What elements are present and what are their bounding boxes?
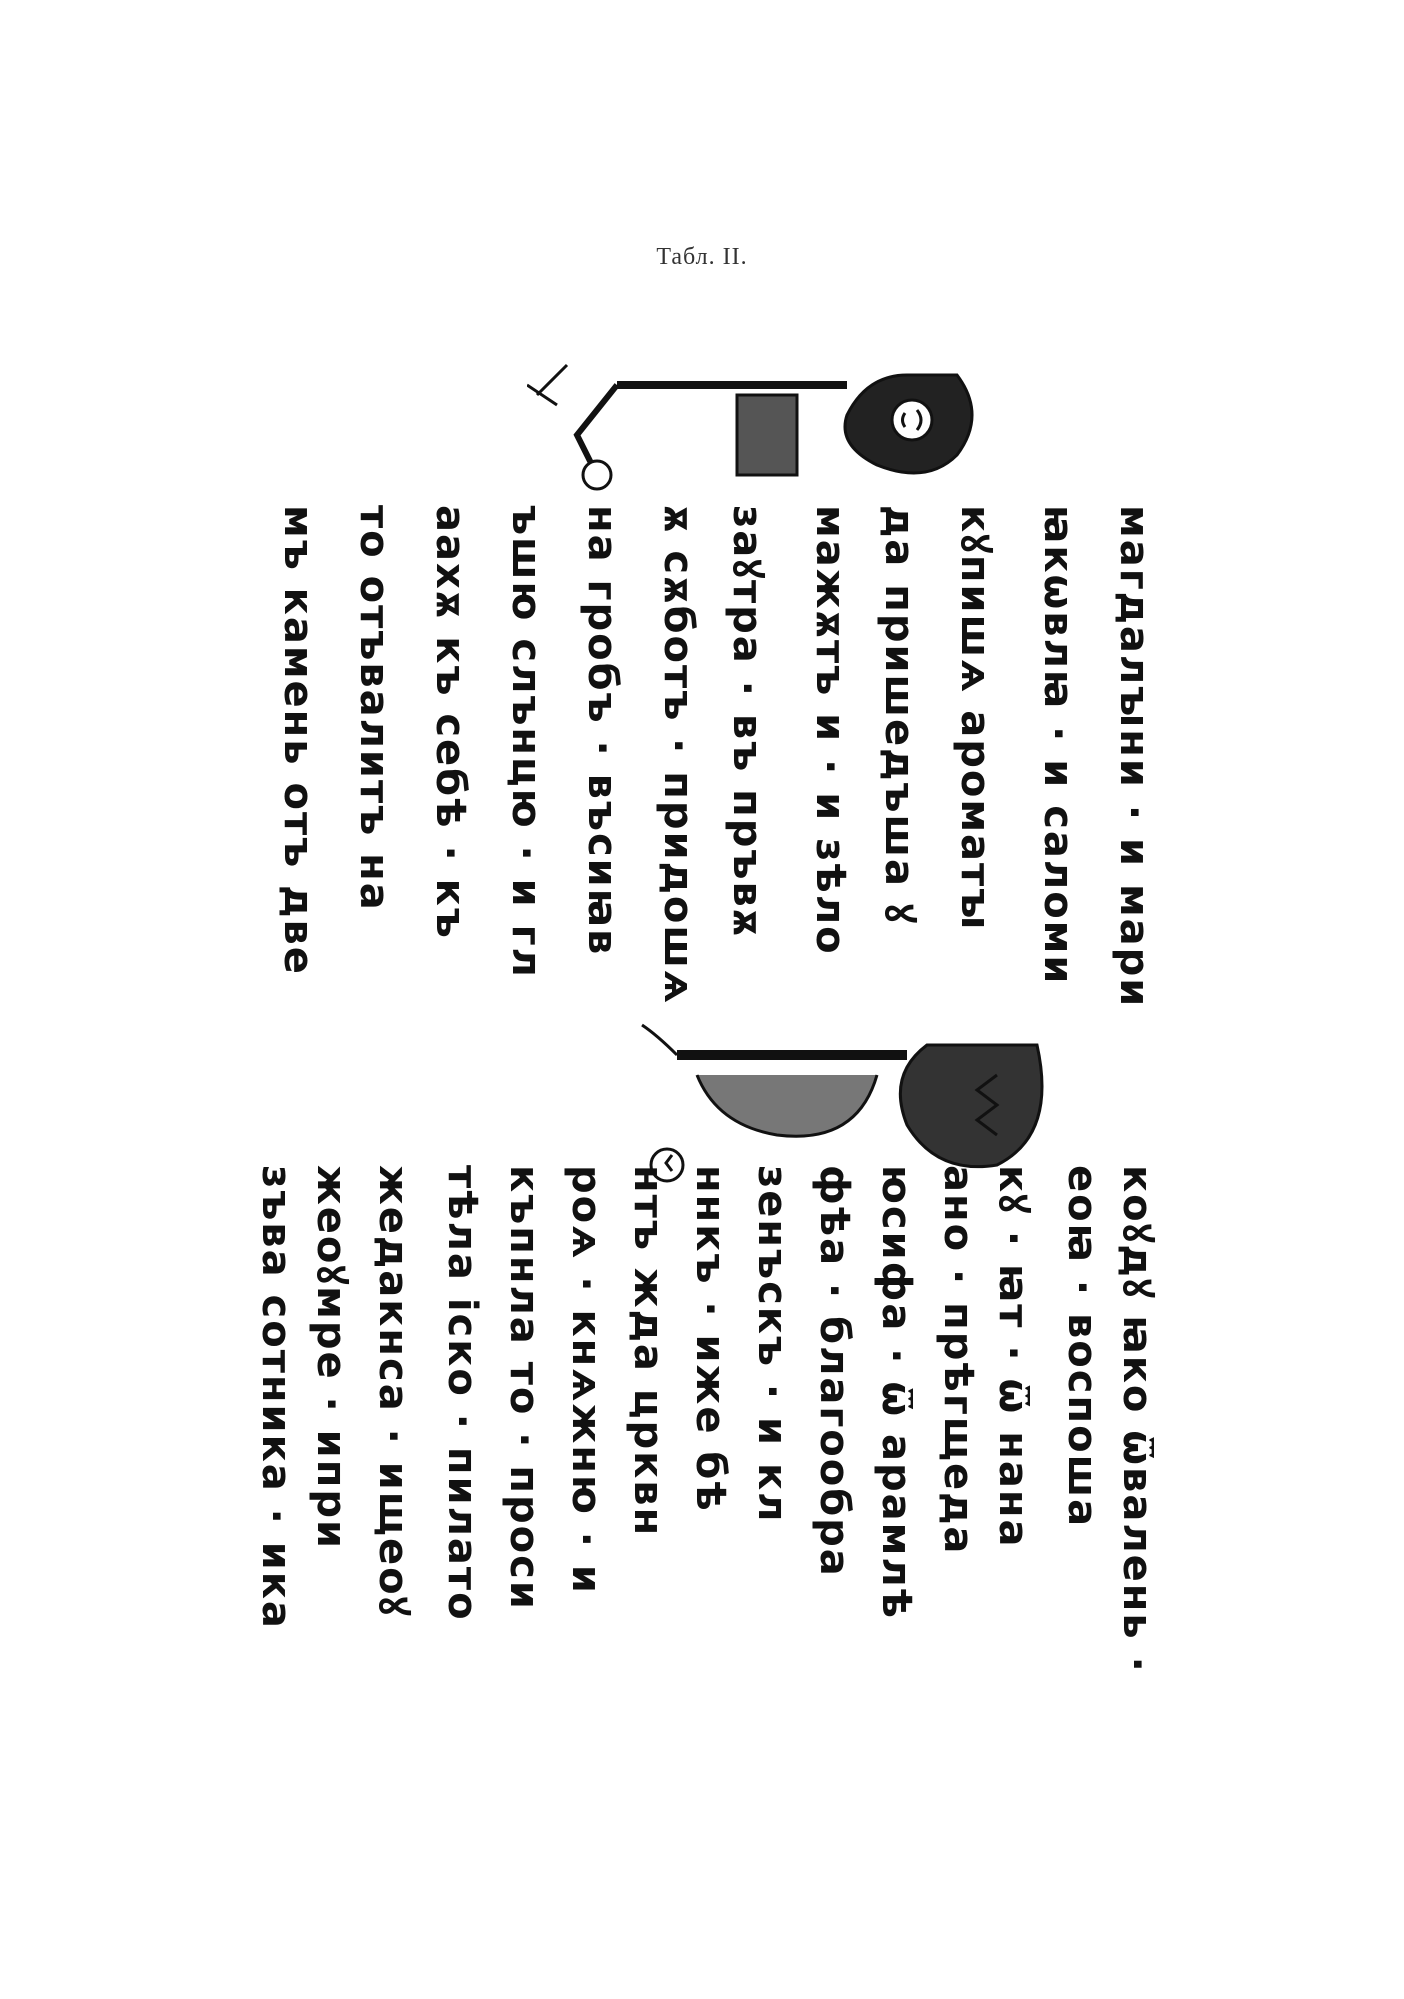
manuscript-line: жеоꙋмре · ипри <box>308 1165 354 1551</box>
manuscript-line: аахѫ къ себѣ · къ <box>427 505 473 940</box>
manuscript-line: роѧ · кнѧжню · и <box>563 1165 609 1595</box>
manuscript-line: мажѫтъ и · и зѣло <box>807 505 853 956</box>
manuscript-column-b <box>217 1165 1177 1725</box>
manuscript-line: то отъвалитъ на <box>351 505 397 912</box>
manuscript-line: жедакнса · ищеоꙋ <box>370 1165 416 1618</box>
manuscript-line: къпнла то · проси <box>501 1165 547 1611</box>
manuscript-line: тѣла іско · пилато <box>439 1165 485 1622</box>
manuscript-line: юсифа · ѿ арамлѣ <box>873 1165 919 1621</box>
manuscript-line: на гробъ · въсиꙗв <box>579 505 625 957</box>
plate-label: Табл. II. <box>656 244 748 270</box>
manuscript-line: фѣа · благообра <box>811 1165 857 1578</box>
manuscript-line: мъ камень отъ две <box>275 505 321 976</box>
manuscript-line: еоꙗ · воспоша <box>1059 1165 1105 1529</box>
manuscript-line: ннкъ · иже бѣ <box>687 1165 733 1513</box>
manuscript-line: ѫ сѫботъ · придошѧ <box>655 505 701 1006</box>
manuscript-line: нтъ жда црквн <box>625 1165 671 1538</box>
manuscript-line: коꙋдꙋ ꙗко ѿвалень · <box>1114 1165 1160 1674</box>
manuscript-line: ъшю слънцю · и гл <box>503 505 549 979</box>
manuscript-line: да пришедъша ꙋ <box>876 505 922 925</box>
manuscript-line: зъва сотника · ика <box>253 1165 299 1630</box>
manuscript-line: заꙋтра · въ пръвѫ <box>724 505 770 939</box>
manuscript-line: кꙋпишѧ ароматꙑ <box>952 505 998 932</box>
manuscript-line: ано · прѣгщеда <box>935 1165 981 1556</box>
manuscript-facsimile <box>217 505 1177 1745</box>
manuscript-line: кꙋ · ꙗт · ѿ нана <box>990 1165 1036 1549</box>
manuscript-line: зенъскъ · и кл <box>749 1165 795 1524</box>
illuminated-initial-figure <box>527 355 997 505</box>
illuminated-initial-beast <box>637 1015 1057 1185</box>
manuscript-column-a <box>217 505 1177 1065</box>
rotated-manuscript <box>217 505 1177 1745</box>
manuscript-line: магдалꙑни · и мари <box>1111 505 1157 1009</box>
manuscript-line: ꙗкѡвлꙗ · и саломи <box>1035 505 1081 986</box>
